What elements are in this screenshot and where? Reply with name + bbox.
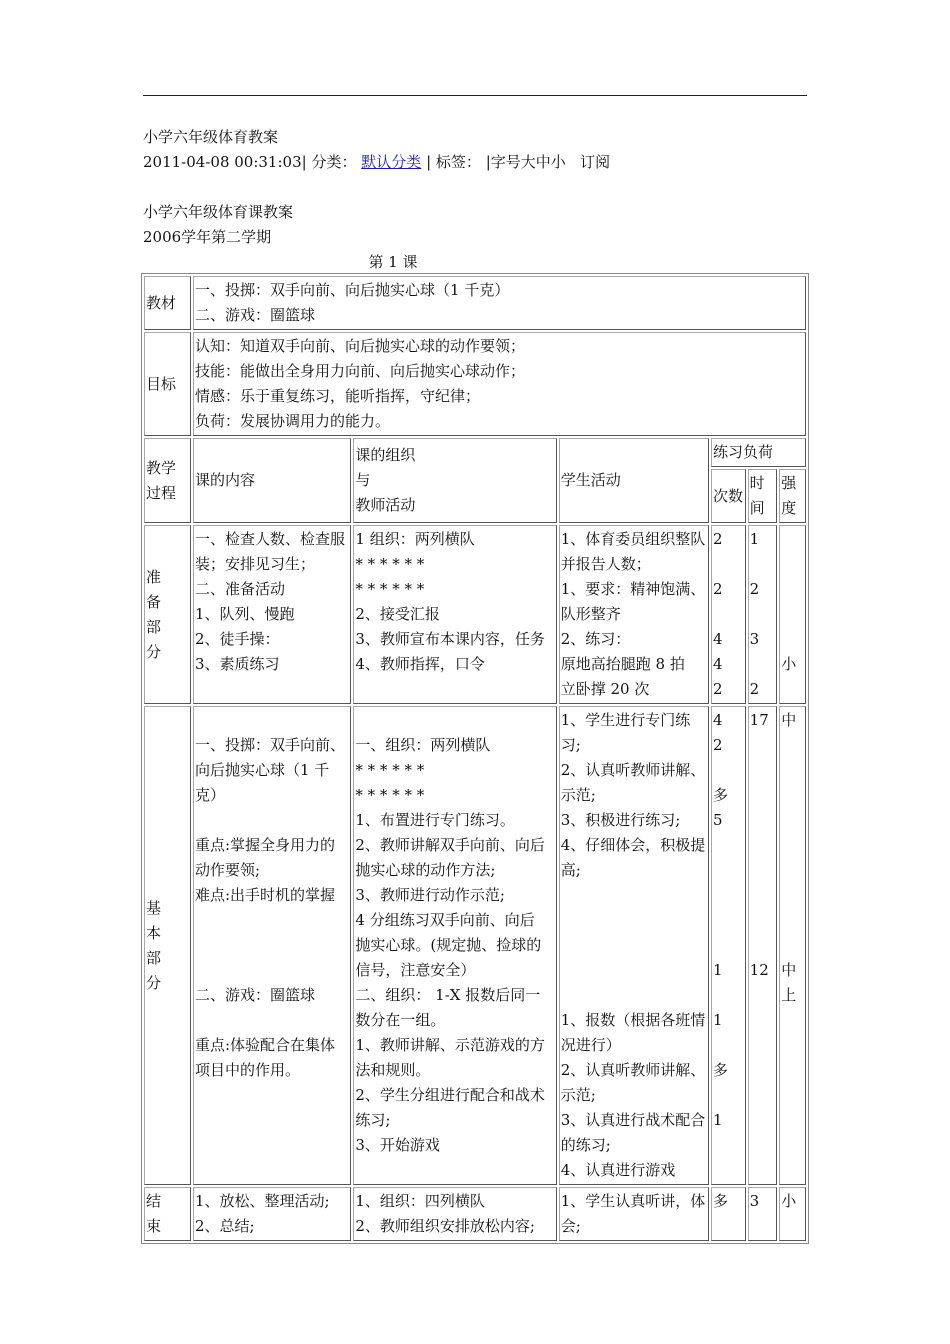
- end-times: 多: [711, 1187, 746, 1241]
- tags-label: 标签：: [435, 153, 481, 171]
- cell-line: 队形整齐: [560, 605, 621, 623]
- cell-line: [713, 758, 744, 783]
- cell-line: 的练习;: [560, 1136, 611, 1154]
- cell-line: [781, 527, 804, 552]
- cell-line: [713, 908, 744, 933]
- cell-line: 信号，注意安全）: [355, 961, 476, 979]
- cell-line: 高;: [560, 861, 581, 879]
- cell-line: [781, 602, 804, 627]
- cell-line: 小: [781, 655, 797, 673]
- cell-line: 1、要求：精神饱满、: [560, 580, 706, 598]
- cell-line: 17: [749, 711, 769, 729]
- cell-line: [781, 858, 804, 883]
- cell-line: [561, 908, 707, 933]
- cell-line: 3、教师宣布本课内容，任务: [355, 630, 545, 648]
- cell-line: 2、总结;: [195, 1217, 255, 1235]
- cell-line: [781, 677, 804, 702]
- cell-line: 1: [712, 1111, 723, 1129]
- col-student-activity: 学生活动: [559, 438, 709, 523]
- basic-time: [748, 706, 778, 1185]
- basic-label: 基 本 部 分: [144, 706, 191, 1185]
- cell-line: [750, 602, 776, 627]
- col-organization: 课的组织 与 教师活动: [353, 438, 556, 523]
- cell-line: 2: [749, 680, 760, 698]
- basic-content: [193, 706, 351, 1185]
- basic-row: [144, 706, 806, 1185]
- end-content: [193, 1187, 351, 1241]
- cell-line: * * * * * *: [355, 761, 425, 779]
- cell-line: 3、开始游戏: [355, 1136, 440, 1154]
- cell-line: [781, 627, 804, 652]
- cell-line: 动作要领;: [195, 861, 261, 879]
- cell-line: 一、投掷：双手向前、: [195, 736, 346, 754]
- end-label: 结 束: [144, 1187, 191, 1241]
- cell-line: [781, 552, 804, 577]
- end-student: [559, 1187, 709, 1241]
- cell-line: 2: [712, 680, 723, 698]
- cell-line: 二、游戏：圈篮球: [195, 986, 316, 1004]
- cell-line: 多: [712, 786, 728, 804]
- category-label: 分类：: [311, 153, 357, 171]
- prep-content: [193, 525, 351, 704]
- cell-line: 2、徒手操：: [195, 630, 280, 648]
- cell-line: [781, 783, 804, 808]
- cell-line: * * * * * *: [355, 580, 425, 598]
- cell-line: 2: [712, 736, 723, 754]
- cell-line: [195, 1008, 349, 1033]
- cell-line: 1 组织：两列横队: [355, 530, 475, 548]
- cell-line: 4、认真进行游戏: [560, 1161, 676, 1179]
- cell-line: 1: [712, 1011, 723, 1029]
- end-time: 3: [748, 1187, 778, 1241]
- cell-line: 原地高抬腿跑 8 拍: [560, 655, 685, 673]
- cell-line: 习;: [560, 736, 581, 754]
- cell-line: 克）: [195, 786, 226, 804]
- cell-line: 中: [781, 961, 797, 979]
- cell-line: [781, 758, 804, 783]
- goal-content: 认知：知道双手向前、向后抛实心球的动作要领； 技能：能做出全身用力向前、向后抛实心球动作； 情感：乐于重复练习，能听指挥，守纪律； 负荷：发展协调用力的能力。: [193, 332, 806, 436]
- cell-line: * * * * * *: [355, 555, 425, 573]
- cell-line: [750, 883, 776, 908]
- cell-line: 1、队列、慢跑: [195, 605, 295, 623]
- cell-line: 装；安排见习生；: [195, 555, 316, 573]
- cell-line: 2、认真听教师讲解、: [560, 761, 706, 779]
- cell-line: 1、体育委员组织整队: [560, 530, 706, 548]
- cell-line: 4: [712, 630, 723, 648]
- col-exercise-load: 练习负荷: [711, 438, 806, 467]
- post-meta: [143, 152, 610, 172]
- cell-line: [561, 958, 707, 983]
- prep-organization: [353, 525, 556, 704]
- subscribe-link[interactable]: 订阅: [580, 153, 611, 171]
- cell-line: [713, 833, 744, 858]
- cell-line: [750, 808, 776, 833]
- cell-line: 3、积极进行练习;: [560, 811, 681, 829]
- process-label: 教学 过程: [144, 438, 191, 523]
- cell-line: [781, 833, 804, 858]
- cell-line: 立卧撑 20 次: [560, 680, 650, 698]
- cell-line: 1、报数（根据各班情: [560, 1011, 706, 1029]
- cell-line: [750, 758, 776, 783]
- cell-line: 3: [749, 630, 760, 648]
- top-rule: [143, 95, 807, 96]
- cell-line: [713, 983, 744, 1008]
- cell-line: [750, 552, 776, 577]
- doc-heading: 小学六年级体育课教案: [143, 203, 294, 221]
- cell-line: 难点:出手时机的掌握: [195, 886, 336, 904]
- cell-line: [195, 958, 349, 983]
- cell-line: 2: [712, 530, 723, 548]
- material-label: 教材: [144, 276, 191, 330]
- cell-line: 2、练习：: [560, 630, 631, 648]
- cell-line: 2、认真听教师讲解、: [560, 1061, 706, 1079]
- cell-line: 1、学生认真听讲，体: [560, 1192, 706, 1210]
- material-row: [144, 276, 806, 330]
- cell-line: 1、布置进行专门练习。: [355, 811, 515, 829]
- cell-line: 1、学生进行专门练: [560, 711, 691, 729]
- cell-line: [195, 933, 349, 958]
- cell-line: 二、准备活动: [195, 580, 286, 598]
- end-intensity: 小: [779, 1187, 806, 1241]
- prep-times: [711, 525, 746, 704]
- basic-times: [711, 706, 746, 1185]
- cell-line: [781, 883, 804, 908]
- cell-line: * * * * * *: [355, 786, 425, 804]
- cell-line: [781, 577, 804, 602]
- col-times: 次数: [711, 469, 746, 523]
- cell-line: 重点:掌握全身用力的: [195, 836, 336, 854]
- cell-line: 2: [712, 580, 723, 598]
- cell-line: [750, 652, 776, 677]
- cell-line: 抛实心球的动作方法;: [355, 861, 496, 879]
- cell-line: 况进行）: [560, 1036, 621, 1054]
- prep-intensity: [779, 525, 806, 704]
- col-intensity: 强 度: [779, 469, 806, 523]
- cell-line: 项目中的作用。: [195, 1061, 301, 1079]
- cell-line: [750, 908, 776, 933]
- end-row: [144, 1187, 806, 1241]
- cell-line: [561, 933, 707, 958]
- post-title: 小学六年级体育教案: [143, 128, 279, 146]
- goal-label: 目标: [144, 332, 191, 436]
- prep-student: [559, 525, 709, 704]
- cell-line: [713, 1033, 744, 1058]
- cell-line: 4、教师指挥，口令: [355, 655, 485, 673]
- cell-line: 1、组织：四列横队: [355, 1192, 485, 1210]
- cell-line: 5: [712, 811, 723, 829]
- cell-line: [713, 858, 744, 883]
- cell-line: [713, 602, 744, 627]
- goal-row: [144, 332, 806, 436]
- doc-term: 2006学年第二学期: [143, 228, 272, 246]
- cell-line: 1、放松、整理活动;: [195, 1192, 330, 1210]
- cell-line: 一、检查人数、检查服: [195, 530, 346, 548]
- cell-line: [781, 733, 804, 758]
- prep-label: 准 备 部 分: [144, 525, 191, 704]
- font-size-links[interactable]: |字号大中小: [485, 153, 566, 171]
- cell-line: 练习;: [355, 1111, 391, 1129]
- cell-line: [750, 933, 776, 958]
- cell-line: 4: [712, 655, 723, 673]
- category-link[interactable]: 默认分类: [361, 153, 422, 171]
- cell-line: [561, 883, 707, 908]
- end-organization: [353, 1187, 556, 1241]
- cell-line: [750, 783, 776, 808]
- cell-line: [195, 908, 349, 933]
- cell-line: 法和规则。: [355, 1061, 431, 1079]
- cell-line: 上: [781, 986, 797, 1004]
- cell-line: 4: [712, 711, 723, 729]
- material-content: 一、投掷：双手向前、向后抛实心球（1 千克） 二、游戏：圈篮球: [193, 276, 806, 330]
- cell-line: [195, 708, 349, 733]
- cell-line: 1: [749, 530, 760, 548]
- cell-line: [781, 933, 804, 958]
- cell-line: [781, 808, 804, 833]
- meta-separator: |: [426, 153, 432, 171]
- basic-student: [559, 706, 709, 1185]
- cell-line: 2: [749, 580, 760, 598]
- lesson-number: 第 1 课: [368, 253, 418, 271]
- col-content: 课的内容: [193, 438, 351, 523]
- cell-line: 中: [781, 711, 797, 729]
- cell-line: [355, 708, 554, 733]
- cell-line: 3、认真进行战术配合: [560, 1111, 706, 1129]
- cell-line: 4 分组练习双手向前、向后: [355, 911, 535, 929]
- cell-line: [195, 808, 349, 833]
- cell-line: [750, 833, 776, 858]
- cell-line: 12: [749, 961, 769, 979]
- lesson-plan-table: [141, 273, 809, 1244]
- cell-line: [781, 908, 804, 933]
- prep-time: [748, 525, 778, 704]
- post-timestamp: 2011-04-08 00:31:03|: [143, 153, 307, 171]
- cell-line: 一、组织：两列横队: [355, 736, 491, 754]
- cell-line: 示范;: [560, 1086, 596, 1104]
- cell-line: 并报告人数；: [560, 555, 651, 573]
- cell-line: 二、组织： 1-X 报数后同一: [355, 986, 541, 1004]
- cell-line: 抛实心球。(规定抛、捡球的: [355, 936, 542, 954]
- cell-line: 2、教师组织安排放松内容;: [355, 1217, 535, 1235]
- prep-row: [144, 525, 806, 704]
- cell-line: 3、素质练习: [195, 655, 280, 673]
- col-time: 时 间: [748, 469, 778, 523]
- basic-organization: [353, 706, 556, 1185]
- cell-line: 1、教师讲解、示范游戏的方: [355, 1036, 545, 1054]
- cell-line: 4、仔细体会，积极提: [560, 836, 706, 854]
- basic-intensity: [779, 706, 806, 1185]
- cell-line: 1: [712, 961, 723, 979]
- cell-line: 重点:体验配合在集体: [195, 1036, 336, 1054]
- process-header-row: [144, 438, 806, 467]
- cell-line: 2、接受汇报: [355, 605, 440, 623]
- cell-line: 会;: [560, 1217, 581, 1235]
- cell-line: 2、教师讲解双手向前、向后: [355, 836, 545, 854]
- cell-line: 数分在一组。: [355, 1011, 446, 1029]
- cell-line: [713, 883, 744, 908]
- cell-line: [713, 933, 744, 958]
- cell-line: 示范;: [560, 786, 596, 804]
- cell-line: 2、学生分组进行配合和战术: [355, 1086, 545, 1104]
- cell-line: [713, 552, 744, 577]
- cell-line: 3、教师进行动作示范;: [355, 886, 505, 904]
- cell-line: 向后抛实心球（1 千: [195, 761, 330, 779]
- cell-line: [713, 1083, 744, 1108]
- cell-line: [750, 733, 776, 758]
- cell-line: [750, 858, 776, 883]
- cell-line: [561, 983, 707, 1008]
- cell-line: 多: [712, 1061, 728, 1079]
